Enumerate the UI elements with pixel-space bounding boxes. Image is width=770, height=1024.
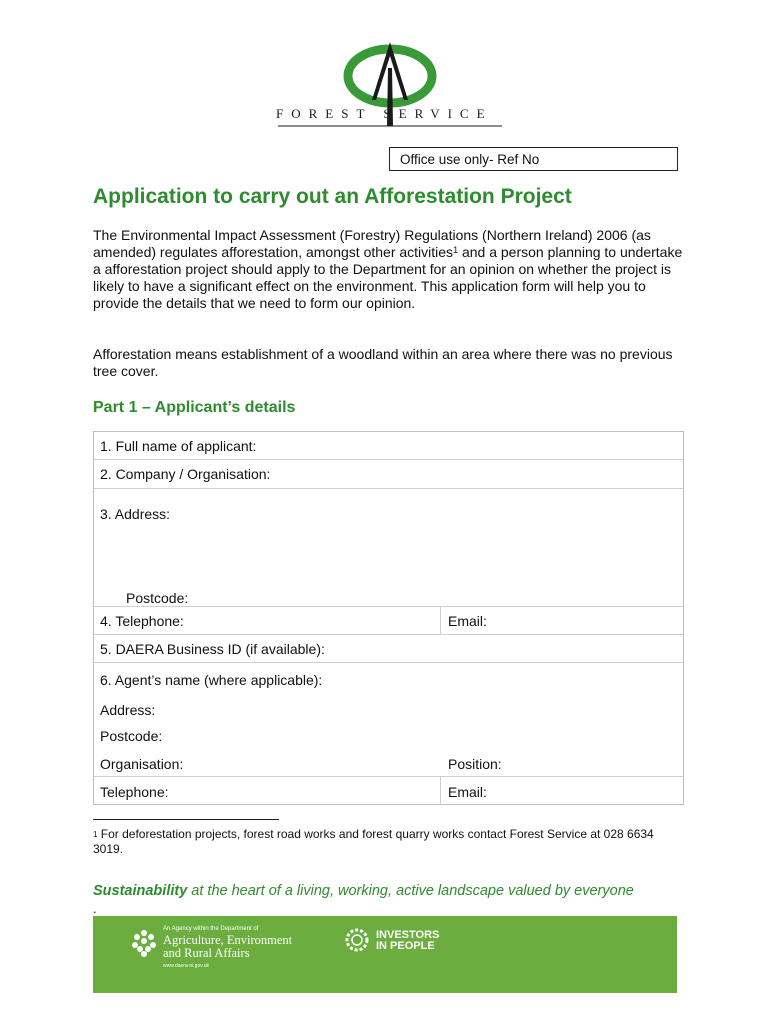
intro-paragraph-2: Afforestation means establishment of a woodland within an area where there was no previous tree cover. (93, 346, 673, 379)
footer-banner (93, 916, 677, 993)
footnote: $^1$ For deforestation projects, forest road works and forest quarry works contact Forest Service at 028 6634 3019. (93, 827, 654, 856)
agency-subtitle: An Agency within the Department of (163, 926, 259, 932)
full-name-field[interactable]: 1. Full name of applicant: (100, 438, 257, 454)
applicant-details-form (93, 431, 684, 805)
agent-address-field[interactable]: Address: (100, 702, 156, 718)
logo-wordmark: FOREST SERVICE (276, 106, 493, 121)
page-title: Application to carry out an Afforestation Project (93, 185, 572, 208)
investors-in-people-logo: INVESTORS IN PEOPLE (376, 929, 440, 952)
daera-emblem-icon (129, 928, 159, 958)
postcode-field[interactable]: Postcode: (126, 590, 189, 606)
section-title-part1: Part 1 – Applicant’s details (93, 399, 296, 416)
company-field[interactable]: 2. Company / Organisation: (100, 466, 271, 482)
agent-position-field[interactable]: Position: (448, 756, 502, 772)
office-use-ref-box[interactable]: Office use only- Ref No (389, 147, 678, 171)
footnote-ref[interactable]: 1 (453, 245, 459, 255)
agency-website[interactable]: www.daera-ni.gov.uk (163, 963, 210, 969)
footnote-divider (93, 819, 279, 820)
tagline-trail: . (93, 901, 97, 916)
agent-telephone-field[interactable]: Telephone: (100, 784, 169, 800)
agency-name: Agriculture, Environment and Rural Affairs (163, 933, 293, 960)
agent-email-field[interactable]: Email: (448, 784, 487, 800)
agent-organisation-field[interactable]: Organisation: (100, 756, 184, 772)
email-field[interactable]: Email: (448, 613, 487, 629)
agent-name-field[interactable]: 6. Agent’s name (where applicable): (100, 672, 323, 688)
intro-paragraph-1: The Environmental Impact Assessment (Forestry) Regulations (Northern Ireland) 2006 (as amended) regulates afforestation, amongst other activities$^1$ and a person planning to undertake a afforestation project should apply to the Department for an opinion on whether the project is likely to have a significant effect on the environment. This application form will help you to provide the details that we need to form our opinion. (93, 227, 683, 311)
tagline: Sustainability at the heart of a living, working, active landscape valued by everyone (93, 883, 634, 899)
agent-postcode-field[interactable]: Postcode: (100, 728, 163, 744)
telephone-field[interactable]: 4. Telephone: (100, 613, 184, 629)
daera-business-id-field[interactable]: 5. DAERA Business ID (if available): (100, 641, 325, 657)
investors-in-people-laurel-icon (343, 926, 371, 954)
address-field[interactable]: 3. Address: (100, 506, 171, 522)
